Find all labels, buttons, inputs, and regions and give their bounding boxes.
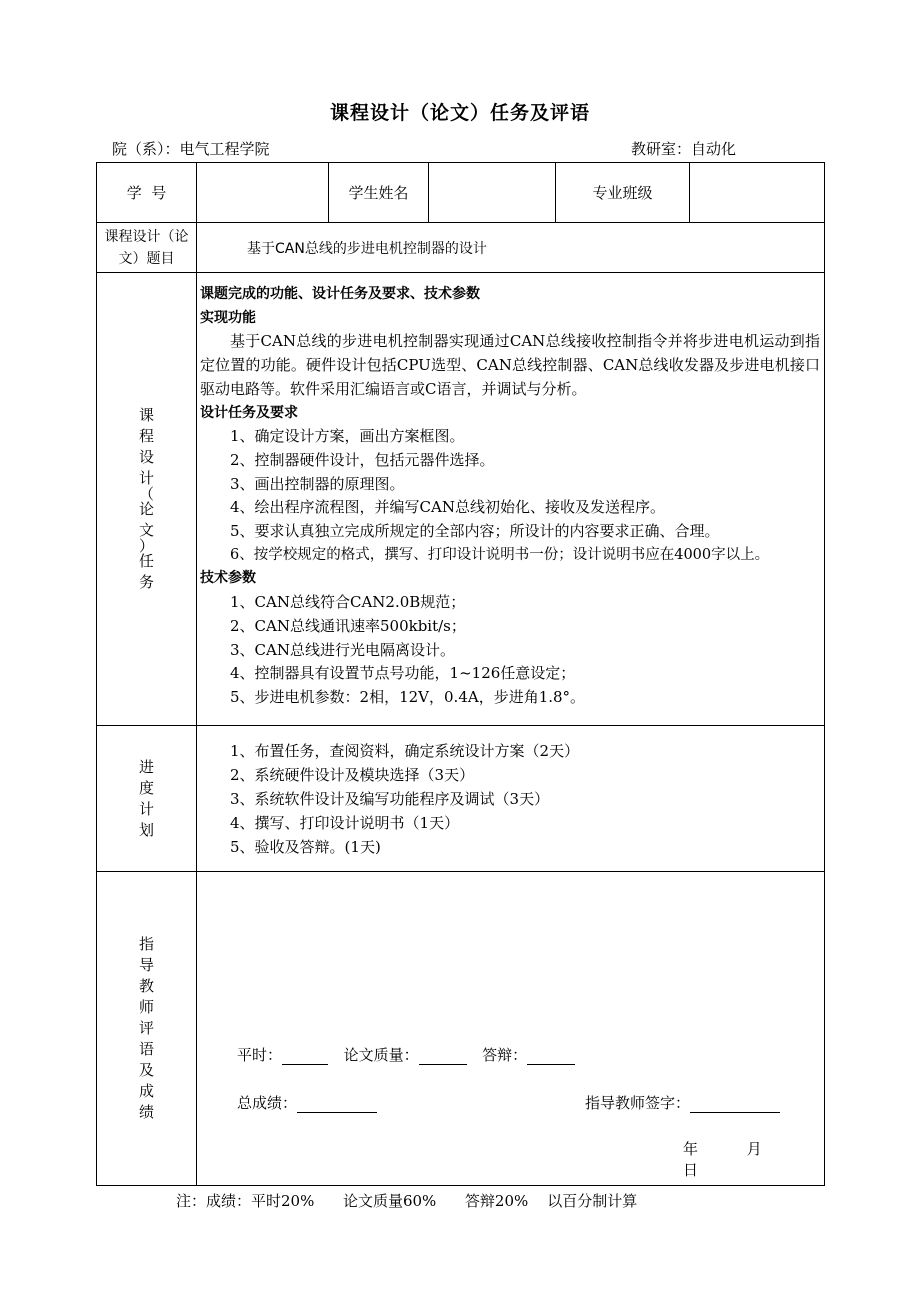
requirement-item: 4、绘出程序流程图，并编写CAN总线初始化、接收及发送程序。 xyxy=(230,498,665,517)
department: 院（系）：电气工程学院 xyxy=(112,140,270,158)
function-heading: 实现功能 xyxy=(200,309,256,326)
requirement-item: 2、控制器硬件设计，包括元器件选择。 xyxy=(230,450,495,469)
topic-label xyxy=(97,223,197,273)
footnote: 注：成绩：平时20% 论文质量60% 答辩20% 以百分制计算 xyxy=(176,1192,638,1210)
student-id-label: 学 号 xyxy=(97,163,197,223)
signature-blank[interactable] xyxy=(690,1096,780,1113)
plan-item: 4、撰写、打印设计说明书（1天） xyxy=(230,813,460,832)
param-item: 1、CAN总线符合CAN2.0B规范； xyxy=(230,593,466,612)
plan-item: 1、布置任务，查阅资料，确定系统设计方案（2天） xyxy=(230,741,580,760)
student-id-field[interactable] xyxy=(197,163,329,223)
plan-item: 2、系统硬件设计及模块选择（3天） xyxy=(230,765,475,784)
signature-line xyxy=(585,1092,780,1113)
score-line xyxy=(237,1044,575,1065)
task-label xyxy=(97,273,197,726)
plan-label-char: 进 xyxy=(138,757,154,776)
teaching-office: 教研室：自动化 xyxy=(631,140,737,158)
param-item: 2、CAN总线通讯速率500kbit/s； xyxy=(230,616,466,635)
class-label: 专业班级 xyxy=(556,163,690,223)
task-label-char: 计 xyxy=(138,469,154,487)
topic-text: 基于CAN总线的步进电机控制器的设计 xyxy=(247,240,487,257)
evaluation-label-char: 指 xyxy=(138,935,154,953)
param-item: 3、CAN总线进行光电隔离设计。 xyxy=(230,640,455,659)
evaluation-label-char: 及 xyxy=(138,1061,154,1079)
task-label-char: （ xyxy=(138,485,154,503)
student-name-label: 学生姓名 xyxy=(329,163,429,223)
topic-label-line2: 文）题目 xyxy=(118,250,175,267)
param-item: 5、步进电机参数：2相，12V，0.4A，步进角1.8°。 xyxy=(230,687,586,706)
requirements-heading: 设计任务及要求 xyxy=(200,404,298,421)
params-heading: 技术参数 xyxy=(200,570,256,587)
plan-item: 3、系统软件设计及编写功能程序及调试（3天） xyxy=(230,789,550,808)
signature-label: 指导教师签字： xyxy=(585,1094,691,1112)
paper-score-blank[interactable] xyxy=(419,1048,467,1065)
requirement-item: 1、确定设计方案，画出方案框图。 xyxy=(230,427,465,446)
date-line xyxy=(683,1138,824,1180)
total-score-line xyxy=(237,1092,377,1113)
defense-score-label: 答辩： xyxy=(482,1046,528,1064)
paper-score-label: 论文质量： xyxy=(343,1046,419,1064)
page-title: 课程设计（论文）任务及评语 xyxy=(329,102,590,124)
class-field[interactable] xyxy=(690,163,825,223)
total-score-label: 总成绩： xyxy=(237,1094,298,1112)
plan-item: 5、验收及答辩。(1天) xyxy=(230,837,381,856)
evaluation-label-char: 绩 xyxy=(138,1103,154,1121)
plan-label xyxy=(97,726,197,872)
evaluation-label xyxy=(97,872,197,1186)
plan-label-char: 划 xyxy=(138,820,154,839)
param-item: 4、控制器具有设置节点号功能，1~126任意设定； xyxy=(230,664,576,683)
topic-value xyxy=(197,223,825,273)
evaluation-label-char: 成 xyxy=(138,1082,154,1100)
evaluation-label-char: 师 xyxy=(138,998,154,1016)
month-label: 月 xyxy=(746,1140,762,1158)
task-label-char: 任 xyxy=(138,552,154,570)
function-text: 基于CAN总线的步进电机控制器实现通过CAN总线接收控制指令并将步进电机运动到指定位置的功能。硬件设计包括CPU选型、CAN总线控制器、CAN总线收发器及步进电机接口驱动电路等。软件采用汇编语言或C语言，并调试与分析。 xyxy=(200,332,820,398)
evaluation-label-char: 评 xyxy=(138,1019,154,1037)
requirement-item: 3、画出控制器的原理图。 xyxy=(230,474,405,493)
requirement-item: 6、按学校规定的格式，撰写、打印设计说明书一份；设计说明书应在4000字以上。 xyxy=(230,546,770,563)
task-label-char: 程 xyxy=(138,427,154,445)
task-label-char: 课 xyxy=(138,406,154,424)
task-label-char: 设 xyxy=(138,448,154,466)
evaluation-label-char: 导 xyxy=(138,956,154,974)
task-label-char: ） xyxy=(138,537,154,555)
topic-label-line1: 课程设计（论 xyxy=(104,228,189,245)
plan-label-char: 计 xyxy=(138,799,154,818)
student-name-field[interactable] xyxy=(429,163,556,223)
plan-content xyxy=(197,726,825,872)
task-label-char: 文 xyxy=(138,521,154,539)
usual-score-blank[interactable] xyxy=(282,1048,328,1065)
total-score-blank[interactable] xyxy=(297,1096,377,1113)
defense-score-blank[interactable] xyxy=(527,1048,575,1065)
task-content xyxy=(197,273,825,726)
year-label: 年 xyxy=(683,1140,699,1158)
task-label-char: 务 xyxy=(138,573,154,591)
task-label-char: 论 xyxy=(138,500,154,518)
task-heading: 课题完成的功能、设计任务及要求、技术参数 xyxy=(200,286,480,302)
evaluation-label-char: 教 xyxy=(138,977,154,995)
evaluation-content xyxy=(197,872,825,1186)
task-form-table xyxy=(96,162,825,1186)
plan-label-char: 度 xyxy=(138,778,154,797)
day-label: 日 xyxy=(683,1161,699,1179)
usual-score-label: 平时： xyxy=(237,1046,283,1064)
requirement-item: 5、要求认真独立完成所规定的全部内容；所设计的内容要求正确、合理。 xyxy=(230,522,720,541)
evaluation-label-char: 语 xyxy=(138,1040,154,1058)
